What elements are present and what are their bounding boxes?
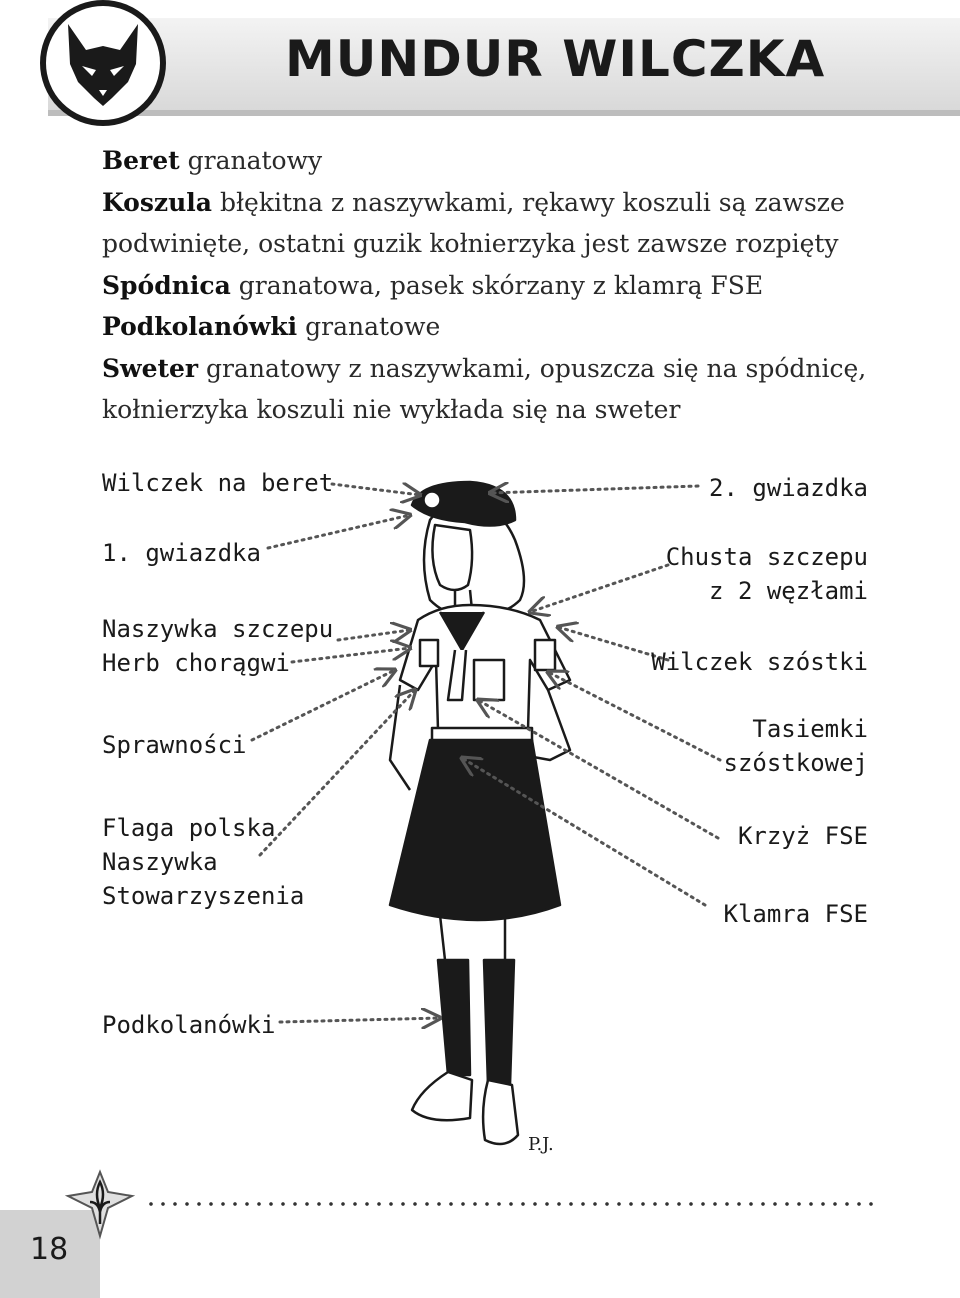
label-gwiazdka-1: 1. gwiazdka [102, 539, 261, 567]
label-krzyz-fse: Krzyż FSE [737, 822, 868, 850]
label-z-2-wezlami: z 2 węzłami [709, 577, 868, 605]
label-tasiemki [724, 712, 869, 780]
label-chusta [666, 540, 868, 608]
description-spodnica: Spódnica granatowa, pasek skórzany z klamrą FSE [102, 270, 764, 300]
arrow-chusta [530, 565, 668, 612]
description-sweter: Sweter granatowy z naszywkami, opuszcza się na spódnicę, kołnierzyka koszuli nie wykłada się na sweter [102, 353, 867, 424]
arrow-tasiemki [548, 672, 720, 760]
page-title: MUNDUR WILCZKA [285, 30, 826, 88]
label-naszywka: Naszywka [102, 848, 218, 876]
arrow-gwiazdka1 [268, 515, 410, 548]
fleur-de-lis-cross-icon [64, 1168, 136, 1240]
label-naszywka-herb [102, 612, 333, 680]
arrow-sprawnosci [252, 670, 395, 740]
description-beret: Beret granatowy [102, 146, 323, 175]
description-podkolanowki: Podkolanówki granatowe [102, 312, 441, 341]
label-klamra-fse: Klamra FSE [723, 900, 868, 928]
label-flaga-naszywka [102, 811, 304, 913]
label-naszywka-szczepu: Naszywka szczepu [102, 615, 334, 643]
description-koszula: Koszula błękitna z naszywkami, rękawy koszuli są zawsze podwinięte, ostatni guzik kołnierzyka jest zawsze rozpięty [102, 187, 845, 258]
label-wilczek-szostki: Wilczek szóstki [651, 648, 868, 676]
footer-dotted-line [145, 1200, 875, 1208]
label-flaga-polska: Flaga polska [102, 814, 276, 842]
arrow-wilczek-beret [332, 484, 420, 495]
arrow-gwiazdka2 [490, 486, 698, 493]
label-herb-choragwi: Herb chorągwi [102, 649, 290, 677]
page-number: 18 [30, 1232, 69, 1267]
label-podkolanowki: Podkolanówki [102, 1011, 276, 1039]
label-wilczek-na-beret: Wilczek na beret [102, 469, 334, 497]
label-gwiazdka-2: 2. gwiazdka [709, 474, 868, 502]
label-stowarzyszenia: Stowarzyszenia [102, 882, 305, 910]
arrow-podkolanowki [280, 1018, 440, 1022]
arrow-naszywka-szczepu [338, 630, 410, 640]
label-sprawnosci: Sprawności [102, 731, 247, 759]
label-tasiemki-line1: Tasiemki [752, 715, 868, 743]
label-tasiemki-line2: szóstkowej [723, 749, 868, 777]
artist-signature: P.J. [528, 1134, 554, 1155]
label-chusta-szczepu: Chusta szczepu [665, 543, 868, 571]
